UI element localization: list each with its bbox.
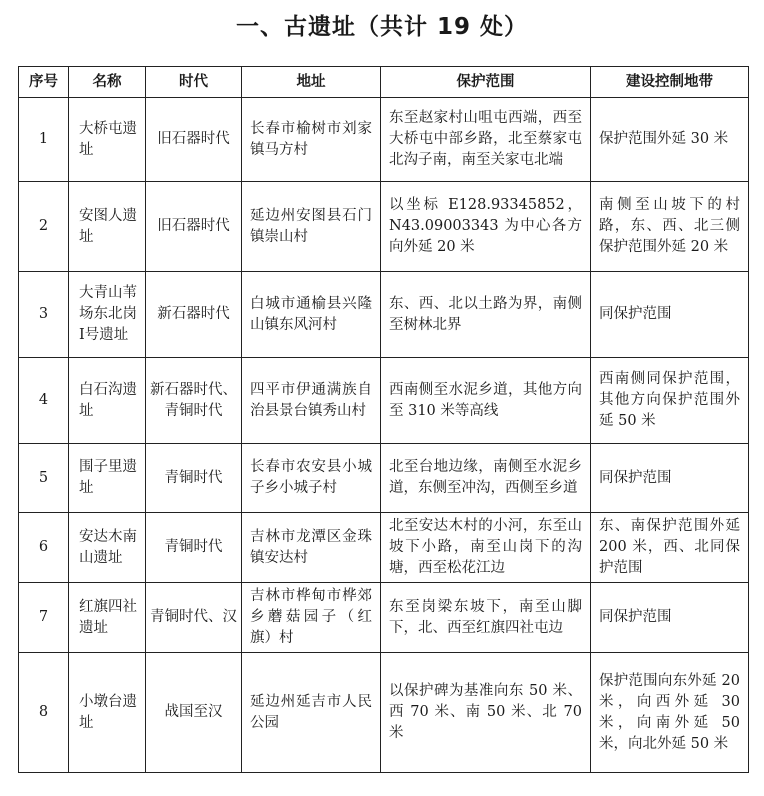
cell-no: 5 xyxy=(19,444,69,513)
cell-control: 西南侧同保护范围，其他方向保护范围外延 50 米 xyxy=(591,358,749,444)
cell-no: 3 xyxy=(19,272,69,358)
table-row xyxy=(19,583,749,653)
cell-address: 长春市农安县小城子乡小城子村 xyxy=(242,444,381,513)
table-row xyxy=(19,653,749,773)
cell-address: 吉林市龙潭区金珠镇安达村 xyxy=(242,513,381,583)
cell-control: 同保护范围 xyxy=(591,272,749,358)
header-no: 序号 xyxy=(19,67,69,98)
cell-era: 旧石器时代 xyxy=(146,98,242,182)
cell-no: 1 xyxy=(19,98,69,182)
cell-address: 长春市榆树市刘家镇马方村 xyxy=(242,98,381,182)
cell-address: 延边州延吉市人民公园 xyxy=(242,653,381,773)
cell-era: 青铜时代 xyxy=(146,444,242,513)
cell-no: 7 xyxy=(19,583,69,653)
cell-protection: 西南侧至水泥乡道，其他方向至 310 米等高线 xyxy=(381,358,591,444)
cell-era: 旧石器时代 xyxy=(146,182,242,272)
cell-name: 安达木南山遗址 xyxy=(69,513,146,583)
cell-name: 大桥屯遗址 xyxy=(69,98,146,182)
cell-address: 延边州安图县石门镇崇山村 xyxy=(242,182,381,272)
cell-control: 保护范围向东外延 20 米，向西外延 30 米，向南外延 50 米，向北外延 50 米 xyxy=(591,653,749,773)
cell-protection: 东至赵家村山咀屯西端，西至大桥屯中部乡路，北至蔡家屯北沟子南，南至关家屯北端 xyxy=(381,98,591,182)
cell-name: 白石沟遗址 xyxy=(69,358,146,444)
cell-address: 吉林市桦甸市桦郊乡蘑菇园子（红旗）村 xyxy=(242,583,381,653)
cell-era: 新石器时代 xyxy=(146,272,242,358)
table-row xyxy=(19,182,749,272)
cell-address: 白城市通榆县兴隆山镇东风河村 xyxy=(242,272,381,358)
header-protection: 保护范围 xyxy=(381,67,591,98)
table-row xyxy=(19,272,749,358)
sites-table xyxy=(18,66,749,773)
cell-era: 战国至汉 xyxy=(146,653,242,773)
table-header-row xyxy=(19,67,749,98)
cell-no: 8 xyxy=(19,653,69,773)
cell-era: 青铜时代、汉 xyxy=(146,583,242,653)
cell-address: 四平市伊通满族自治县景台镇秀山村 xyxy=(242,358,381,444)
cell-control: 南侧至山坡下的村路，东、西、北三侧保护范围外延 20 米 xyxy=(591,182,749,272)
cell-name: 大青山苇场东北岗Ⅰ号遗址 xyxy=(69,272,146,358)
cell-no: 4 xyxy=(19,358,69,444)
cell-name: 小墩台遗址 xyxy=(69,653,146,773)
header-address: 地址 xyxy=(242,67,381,98)
cell-era: 新石器时代、青铜时代 xyxy=(146,358,242,444)
cell-no: 6 xyxy=(19,513,69,583)
cell-name: 安图人遗址 xyxy=(69,182,146,272)
page-title: 一、古遗址（共计 19 处） xyxy=(235,14,529,40)
cell-control: 保护范围外延 30 米 xyxy=(591,98,749,182)
table-row xyxy=(19,98,749,182)
header-name: 名称 xyxy=(69,67,146,98)
cell-era: 青铜时代 xyxy=(146,513,242,583)
table-row xyxy=(19,444,749,513)
cell-name: 围子里遗址 xyxy=(69,444,146,513)
cell-protection: 北至台地边缘，南侧至水泥乡道，东侧至冲沟，西侧至乡道 xyxy=(381,444,591,513)
table-row xyxy=(19,358,749,444)
header-control: 建设控制地带 xyxy=(591,67,749,98)
cell-control: 同保护范围 xyxy=(591,444,749,513)
cell-name: 红旗四社遗址 xyxy=(69,583,146,653)
cell-protection: 以保护碑为基准向东 50 米、西 70 米、南 50 米、北 70 米 xyxy=(381,653,591,773)
cell-protection: 北至安达木村的小河，东至山坡下小路，南至山岗下的沟塘，西至松花江边 xyxy=(381,513,591,583)
header-era: 时代 xyxy=(146,67,242,98)
cell-protection: 以坐标 E128.93345852，N43.09003343 为中心各方向外延 20 米 xyxy=(381,182,591,272)
cell-protection: 东、西、北以土路为界，南侧至树林北界 xyxy=(381,272,591,358)
cell-protection: 东至岗梁东坡下，南至山脚下，北、西至红旗四社屯边 xyxy=(381,583,591,653)
cell-control: 同保护范围 xyxy=(591,583,749,653)
cell-no: 2 xyxy=(19,182,69,272)
table-row xyxy=(19,513,749,583)
cell-control: 东、南保护范围外延 200 米，西、北同保护范围 xyxy=(591,513,749,583)
